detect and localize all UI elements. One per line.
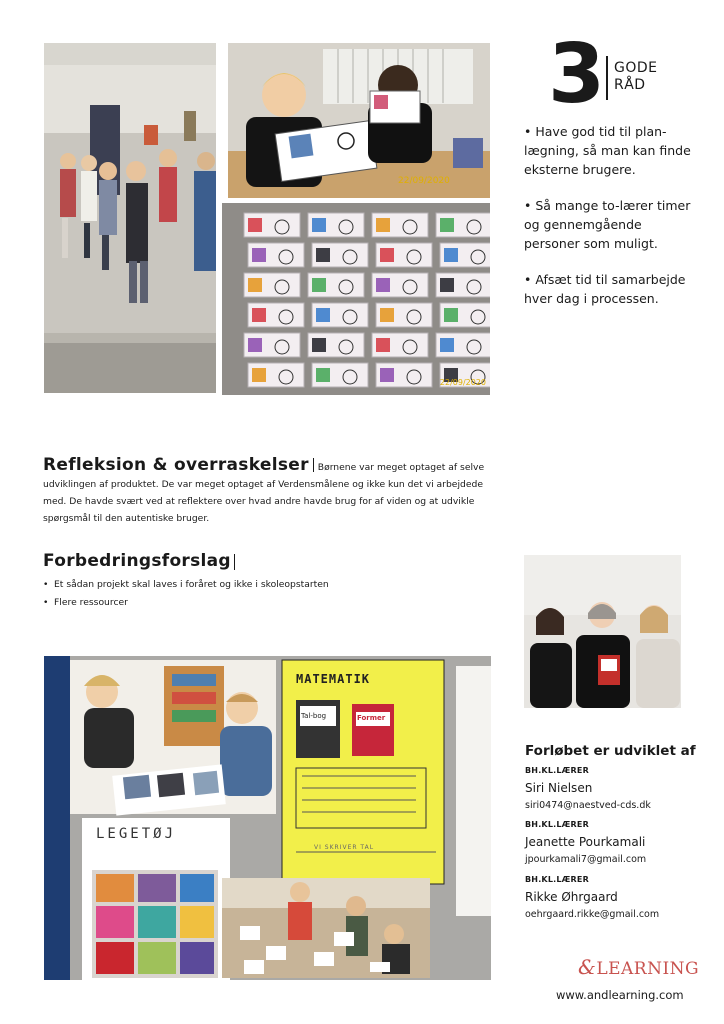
improvements-list xyxy=(43,576,329,612)
picture-card-image xyxy=(252,308,266,322)
improvement-item: • Flere ressourcer xyxy=(43,594,329,612)
picture-card-image xyxy=(376,278,390,292)
credit-name: Jeanette Pourkamali xyxy=(525,835,646,849)
reflection-section xyxy=(43,457,503,527)
tips-number: 3 xyxy=(548,27,604,122)
boys-with-cards-photo xyxy=(228,43,490,198)
tips-heading-line2: RÅD xyxy=(614,77,646,93)
teachers-photo xyxy=(524,555,681,708)
credit-name: Siri Nielsen xyxy=(525,781,593,795)
classroom-board-photo xyxy=(44,656,491,980)
website-link[interactable]: www.andlearning.com xyxy=(556,988,684,1002)
picture-card-image xyxy=(316,248,330,262)
picture-card-image xyxy=(444,308,458,322)
math-poster-title: MATEMATIK xyxy=(296,672,371,686)
credit-role: BH.KL.LÆRER xyxy=(525,820,589,829)
date-stamp-2: 22/09/2020 xyxy=(439,378,486,387)
reflection-body: Børnene var meget optaget af selve udviklingen af produktet. De var meget optaget af Verdensmålene og ikke kun det vi arbejdede med. De havde svært ved at reflektere over hvad andre havde brug for af viden og at udvikle spørgsmål til den autentiske bruger. xyxy=(43,462,485,524)
credit-role: BH.KL.LÆRER xyxy=(525,875,589,884)
picture-card-image xyxy=(440,278,454,292)
tip-item: • Have god tid til plan-lægning, så man kan finde eksterne brugere. xyxy=(524,124,691,177)
credit-person-3 xyxy=(525,875,659,920)
picture-card-image xyxy=(312,278,326,292)
logo-word: LEARNING xyxy=(596,959,700,979)
credit-name: Rikke Øhrgaard xyxy=(525,890,618,904)
tips-heading-line1: GODE xyxy=(614,60,658,76)
picture-card-image xyxy=(248,218,262,232)
reflection-heading: Refleksion & overraskelser xyxy=(43,455,309,475)
toy-poster-title: LEGETØJ xyxy=(96,826,177,842)
picture-card-image xyxy=(444,248,458,262)
logo-ampersand: & xyxy=(578,955,597,979)
improvement-item: • Et sådan projekt skal laves i foråret og ikke i skoleopstarten xyxy=(43,576,329,594)
picture-card-image xyxy=(312,218,326,232)
picture-card-image xyxy=(248,278,262,292)
picture-card-image xyxy=(316,308,330,322)
picture-card-image xyxy=(312,338,326,352)
tip-item: • Så mange to-lærer timer og gennemgående personer som muligt. xyxy=(524,198,691,251)
tips-heading xyxy=(614,60,658,94)
picture-card-image xyxy=(376,338,390,352)
credit-person-1 xyxy=(525,766,651,811)
cards-grid-photo xyxy=(222,203,490,395)
picture-card-image xyxy=(252,368,266,382)
date-stamp: 22/09/2020 xyxy=(398,176,450,186)
math-poster-book2: Former xyxy=(357,714,386,722)
math-poster-book1: Tal-bog xyxy=(301,712,327,720)
picture-card-image xyxy=(248,338,262,352)
picture-card-image xyxy=(440,218,454,232)
picture-card-image xyxy=(380,368,394,382)
tips-list xyxy=(524,122,694,325)
credits-heading: Forløbet er udviklet af xyxy=(525,743,696,759)
improvements-divider xyxy=(234,554,235,570)
picture-card-image xyxy=(252,248,266,262)
credit-email[interactable]: oehrgaard.rikke@gmail.com xyxy=(525,909,660,920)
credit-email[interactable]: jpourkamali7@gmail.com xyxy=(525,854,647,865)
tip-item: • Afsæt tid til samarbejde hver dag i processen. xyxy=(524,272,686,306)
credit-person-2 xyxy=(525,820,646,865)
picture-card-image xyxy=(440,338,454,352)
tips-divider xyxy=(606,56,608,100)
improvements-heading: Forbedringsforslag xyxy=(43,551,231,571)
math-poster-footer: VI SKRIVER TAL xyxy=(314,844,375,851)
picture-card-image xyxy=(380,308,394,322)
andlearning-logo xyxy=(578,955,699,979)
picture-card-image xyxy=(376,218,390,232)
credit-role: BH.KL.LÆRER xyxy=(525,766,589,775)
credit-email[interactable]: siri0474@naestved-cds.dk xyxy=(525,800,651,811)
classroom-children-photo xyxy=(44,43,216,393)
picture-card-image xyxy=(380,248,394,262)
picture-card-image xyxy=(316,368,330,382)
